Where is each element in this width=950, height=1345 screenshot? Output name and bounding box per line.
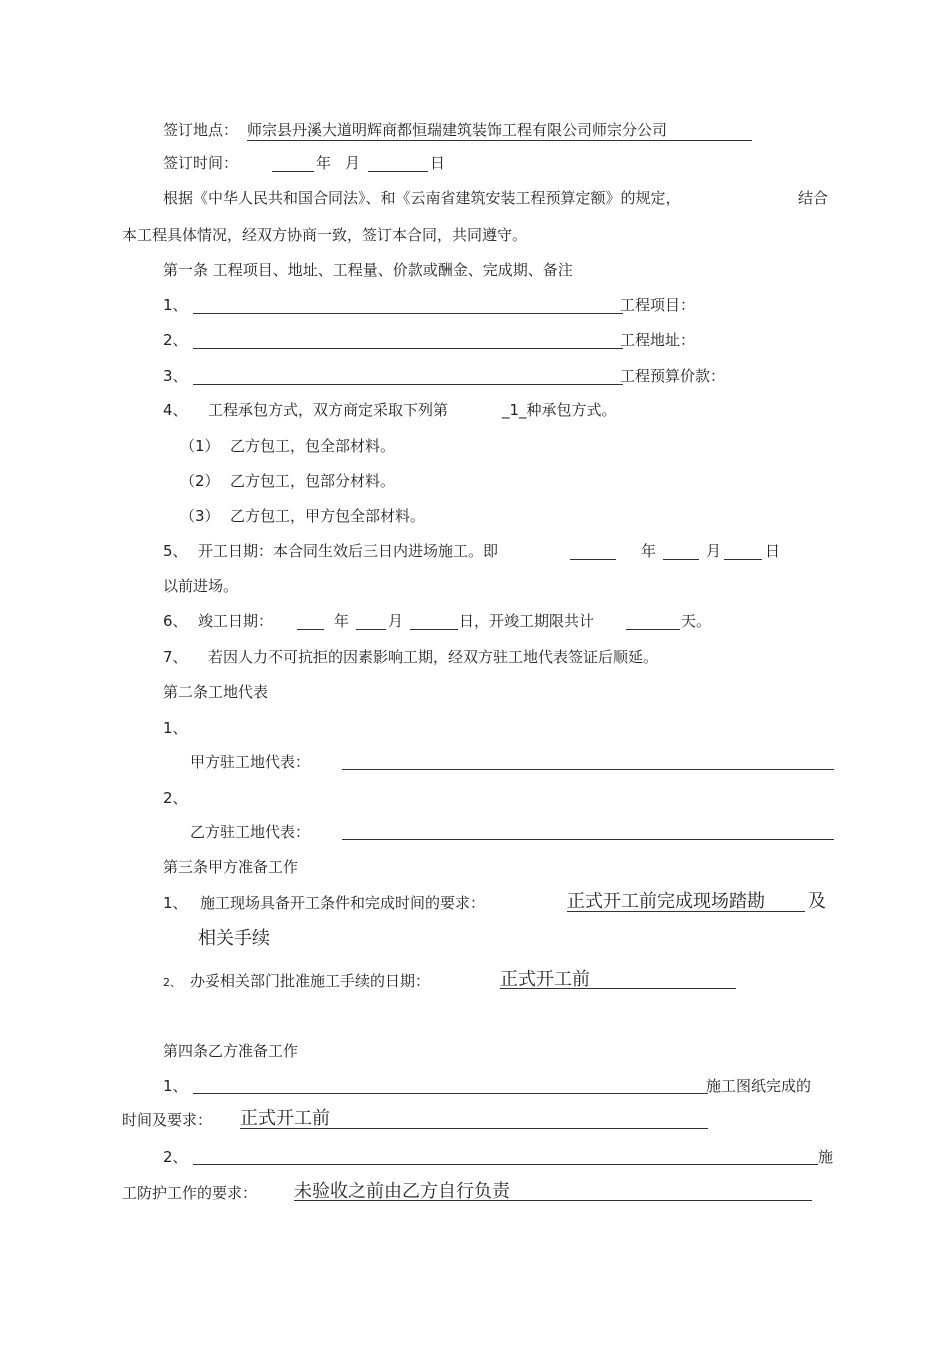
- article3-item1-value: 正式开工前完成现场踏勘: [567, 891, 765, 912]
- article1-title: 第一条 工程项目、地址、工程量、价款或酬金、完成期、备注: [163, 261, 573, 279]
- option2-num: （2）: [180, 472, 220, 490]
- article2-title: 第二条工地代表: [163, 683, 269, 701]
- option3-text: 乙方包工，甲方包全部材料。: [230, 507, 426, 525]
- article3-item1-end: 及: [808, 891, 826, 912]
- signing-place-value: 师宗县丹溪大道明辉商都恒瑞建筑装饰工程有限公司师宗分公司: [247, 121, 668, 139]
- start-year-blank: [570, 559, 616, 560]
- article3-title: 第三条甲方准备工作: [163, 858, 299, 876]
- option1-num: （1）: [180, 437, 220, 455]
- signing-place-label: 签订地点：: [163, 121, 239, 139]
- signing-time-year: 年: [316, 154, 332, 172]
- article4-item2-value: 未验收之前由乙方自行负责: [294, 1181, 510, 1202]
- article1-item6-num: 6、: [163, 612, 188, 630]
- protection-blank: [193, 1164, 818, 1165]
- duration-days-blank: [626, 629, 680, 630]
- article4-item1-underline: [240, 1128, 708, 1129]
- article1-item2-label: 工程地址：: [620, 331, 696, 349]
- article1-item3-label: 工程预算价款：: [620, 367, 726, 385]
- article1-item6-year: 年: [334, 612, 350, 630]
- article2-item1-label: 甲方驻工地代表：: [190, 753, 311, 771]
- article1-item5-num: 5、: [163, 542, 188, 560]
- article1-item1-label: 工程项目：: [620, 296, 696, 314]
- start-month-blank: [663, 559, 699, 560]
- end-year-blank: [297, 629, 324, 630]
- article1-item5-year: 年: [641, 542, 657, 560]
- signing-time-month: 月: [345, 154, 361, 172]
- project-budget-blank: [193, 384, 623, 385]
- article1-item4-num: 4、: [163, 401, 188, 419]
- article1-item5-month: 月: [706, 542, 722, 560]
- article3-item2-value: 正式开工前: [500, 969, 590, 990]
- article1-item2-num: 2、: [163, 331, 188, 349]
- party-a-representative-blank: [342, 769, 834, 770]
- option1-text: 乙方包工，包全部材料。: [230, 437, 396, 455]
- article1-item7-text: 若因人力不可抗拒的因素影响工期，经双方驻工地代表签证后顺延。: [208, 648, 659, 666]
- article3-item1-line2: 相关手续: [198, 928, 270, 949]
- end-month-blank: [356, 629, 386, 630]
- drawing-completion-blank: [193, 1093, 708, 1094]
- article1-item6-label: 竣工日期：: [198, 612, 274, 630]
- article4-item2-underline: [294, 1200, 812, 1201]
- article1-item6-days: 天。: [681, 612, 712, 630]
- project-address-blank: [193, 348, 623, 349]
- party-b-representative-blank: [342, 839, 834, 840]
- article1-item1-num: 1、: [163, 296, 188, 314]
- project-name-blank: [193, 313, 623, 314]
- article4-title: 第四条乙方准备工作: [163, 1042, 299, 1060]
- article4-item2-line2-label: 工防护工作的要求：: [122, 1184, 258, 1202]
- article4-item1-num: 1、: [163, 1077, 188, 1095]
- start-day-blank: [724, 559, 762, 560]
- article1-item6-day: 日，开竣工期限共计: [459, 612, 595, 630]
- article2-item1-num: 1、: [163, 719, 188, 737]
- article3-item1-label: 施工现场具备开工条件和完成时间的要求：: [200, 894, 486, 912]
- signing-place-underline: [247, 140, 752, 141]
- signing-time-label: 签订时间：: [163, 154, 239, 172]
- preamble-line2: 本工程具体情况，经双方协商一致，签订本合同，共同遵守。: [122, 226, 528, 244]
- article4-item1-line2-label: 时间及要求：: [122, 1111, 213, 1129]
- option3-num: （3）: [180, 507, 220, 525]
- article1-item4-text: 工程承包方式，双方商定采取下列第: [208, 401, 449, 419]
- article3-item1-num: 1、: [163, 894, 188, 912]
- preamble-line1-end: 结合: [798, 189, 829, 207]
- article4-item2-num: 2、: [163, 1148, 188, 1166]
- article3-item2-num: 2、: [163, 976, 181, 989]
- preamble-line1: 根据《中华人民共和国合同法》、和《云南省建筑安装工程预算定额》的规定，: [163, 189, 681, 207]
- signing-year-blank: [272, 171, 314, 172]
- article4-item2-label-end: 施: [818, 1148, 834, 1166]
- article1-item5-text: 开工日期：本合同生效后三日内进场施工。即: [198, 542, 499, 560]
- option2-text: 乙方包工，包部分材料。: [230, 472, 396, 490]
- article4-item1-value: 正式开工前: [240, 1108, 330, 1129]
- article1-item7-num: 7、: [163, 648, 188, 666]
- article2-item2-num: 2、: [163, 789, 188, 807]
- signing-day-blank: [368, 171, 428, 172]
- article3-item2-underline: [500, 988, 736, 989]
- article4-item1-label-end: 施工图纸完成的: [706, 1077, 812, 1095]
- article1-item4-choice: _1_种承包方式。: [502, 401, 617, 419]
- signing-time-day: 日: [430, 154, 446, 172]
- article1-item5-day: 日: [765, 542, 781, 560]
- article2-item2-label: 乙方驻工地代表：: [190, 823, 311, 841]
- article3-item2-label: 办妥相关部门批准施工手续的日期：: [190, 972, 431, 990]
- end-day-blank: [410, 629, 458, 630]
- article3-item1-underline: [567, 911, 805, 912]
- article1-item5-line2: 以前进场。: [163, 577, 239, 595]
- article1-item6-month: 月: [388, 612, 404, 630]
- article1-item3-num: 3、: [163, 367, 188, 385]
